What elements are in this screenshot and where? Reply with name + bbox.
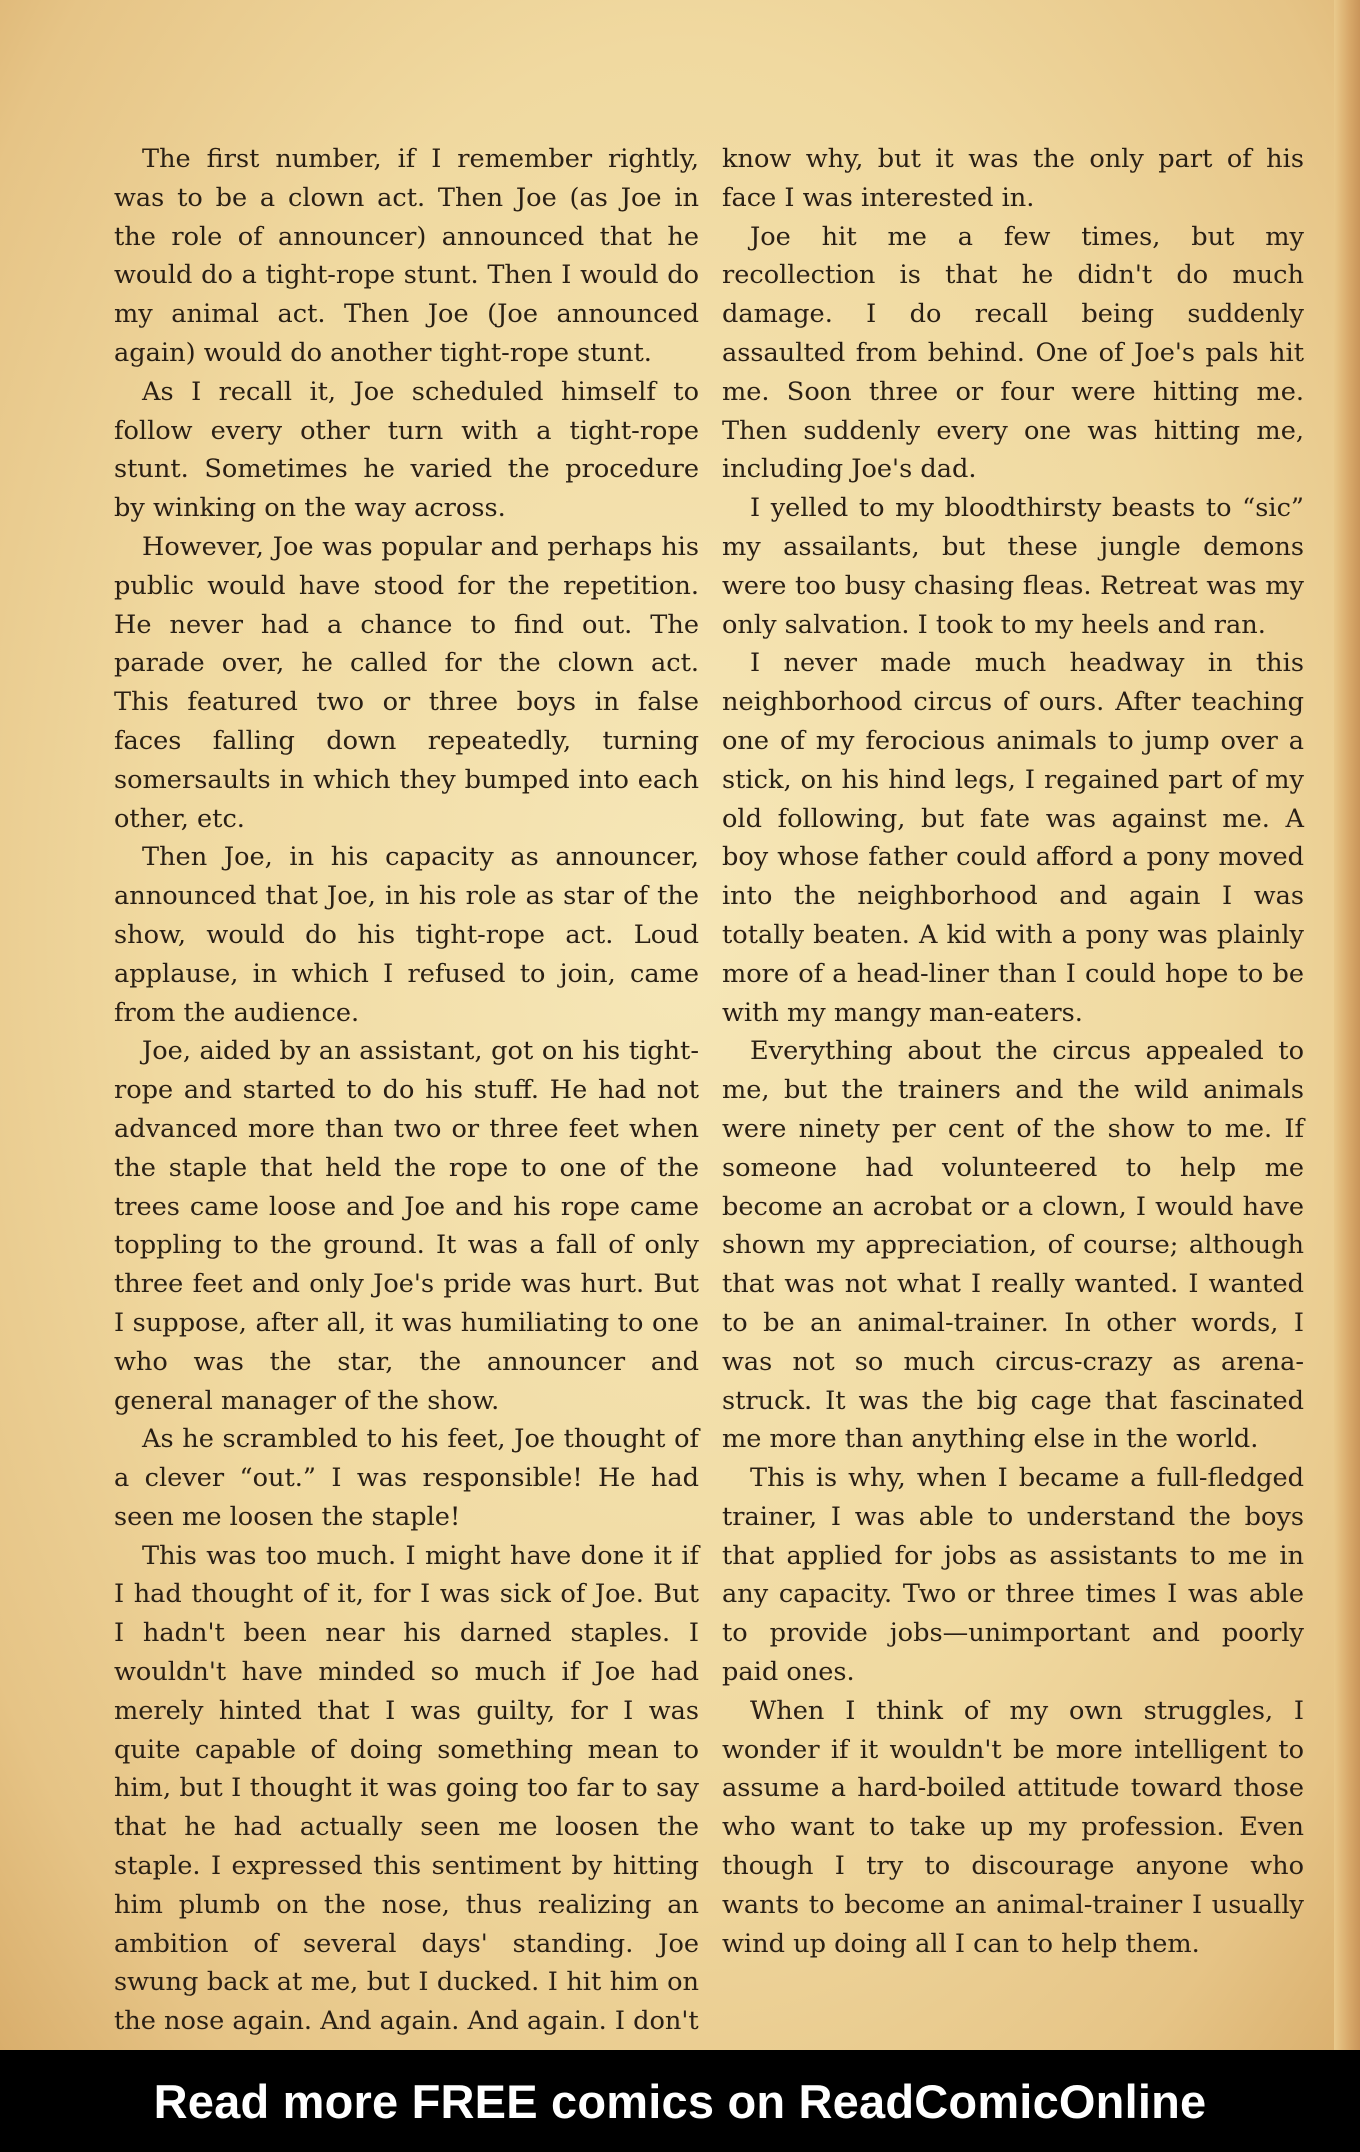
left-text-column: [114, 140, 699, 2041]
paragraph: As he scrambled to his feet, Joe thought of a clever “out.” I was responsible! He had seen me loosen the staple!: [114, 1424, 699, 1532]
page-edge: [1334, 0, 1360, 2050]
paragraph: However, Joe was popular and perhaps his public would have stood for the repetition. He never had a chance to find out. The parade over, he called for the clown act. This featured two or three boys in false faces falling down repeatedly, turning somersaults in which they bumped into each other, etc.: [114, 531, 699, 834]
promo-banner-text[interactable]: Read more FREE comics on ReadComicOnline: [153, 2074, 1207, 2128]
paragraph: As I recall it, Joe scheduled himself to follow every other turn with a tight-rope stunt. Sometimes he varied the procedure by winking on the way across.: [114, 376, 699, 524]
paragraph: When I think of my own struggles, I wonder if it wouldn't be more intelligent to assume a hard-boiled attitude toward those who want to take up my profession. Even though I try to discourage anyone who wants to become an animal-trainer I usually wind up doing all I can to help them.: [722, 1695, 1304, 1959]
paragraph: Joe, aided by an assistant, got on his tight-rope and started to do his stuff. He had not advanced more than two or three feet when the staple that held the rope to one of the trees came loose and Joe and his rope came toppling to the ground. It was a fall of only three feet and only Joe's pride was hurt. But I suppose, after all, it was humiliating to one who was the star, the announcer and general manager of the show.: [114, 1036, 699, 1416]
paragraph: Then Joe, in his capacity as announcer, announced that Joe, in his role as star of the show, would do his tight-rope act. Loud applause, in which I refused to join, came from the audience.: [114, 842, 699, 1028]
paragraph: I yelled to my bloodthirsty beasts to “sic” my assailants, but these jungle demons were too busy chasing fleas. Retreat was my only salvation. I took to my heels and ran.: [722, 493, 1304, 640]
paragraph: This is why, when I became a full-fledged trainer, I was able to understand the boys that applied for jobs as assistants to me in any capacity. Two or three times I was able to provide jobs—unimportant and poorly paid ones.: [722, 1463, 1304, 1688]
promo-footer-banner: [0, 2050, 1360, 2152]
paragraph-continuation: know why, but it was the only part of his face I was interested in.: [722, 144, 1304, 213]
paragraph: Joe hit me a few times, but my recollection is that he didn't do much damage. I do recall being suddenly assaulted from behind. One of Joe's pals hit me. Soon three or four were hitting me. Then suddenly every one was hitting me, including Joe's dad.: [722, 221, 1304, 485]
right-text-column: [722, 140, 1304, 1963]
paragraph: I never made much headway in this neighborhood circus of ours. After teaching one of my ferocious animals to jump over a stick, on his hind legs, I regained part of my old following, but fate was against me. A boy whose father could afford a pony moved into the neighborhood and again I was totally beaten. A kid with a pony was plainly more of a head-liner than I could hope to be with my mangy man-eaters.: [722, 648, 1304, 1028]
paragraph: Everything about the circus appealed to me, but the trainers and the wild animals were ninety per cent of the show to me. If someone had volunteered to help me become an acrobat or a clown, I would have shown my appreciation, of course; although that was not what I really wanted. I wanted to be an animal-trainer. In other words, I was not so much circus-crazy as arena-struck. It was the big cage that fascinated me more than anything else in the world.: [722, 1036, 1304, 1455]
paragraph: The first number, if I remember rightly, was to be a clown act. Then Joe (as Joe in the role of announcer) announced that he would do a tight-rope stunt. Then I would do my animal act. Then Joe (Joe announced again) would do another tight-rope stunt.: [114, 144, 699, 368]
paragraph: This was too much. I might have done it if I had thought of it, for I was sick of Joe. But I hadn't been near his darned staples. I wouldn't have minded so much if Joe had merely hinted that I was guilty, for I was quite capable of doing something mean to him, but I thought it was going too far to say that he had actually seen me loosen the staple. I expressed this sentiment by hitting him plumb on the nose, thus realizing an ambition of several days' standing. Joe swung back at me, but I ducked. I hit him on the nose again. And again. And again. I don't: [114, 1540, 699, 2037]
